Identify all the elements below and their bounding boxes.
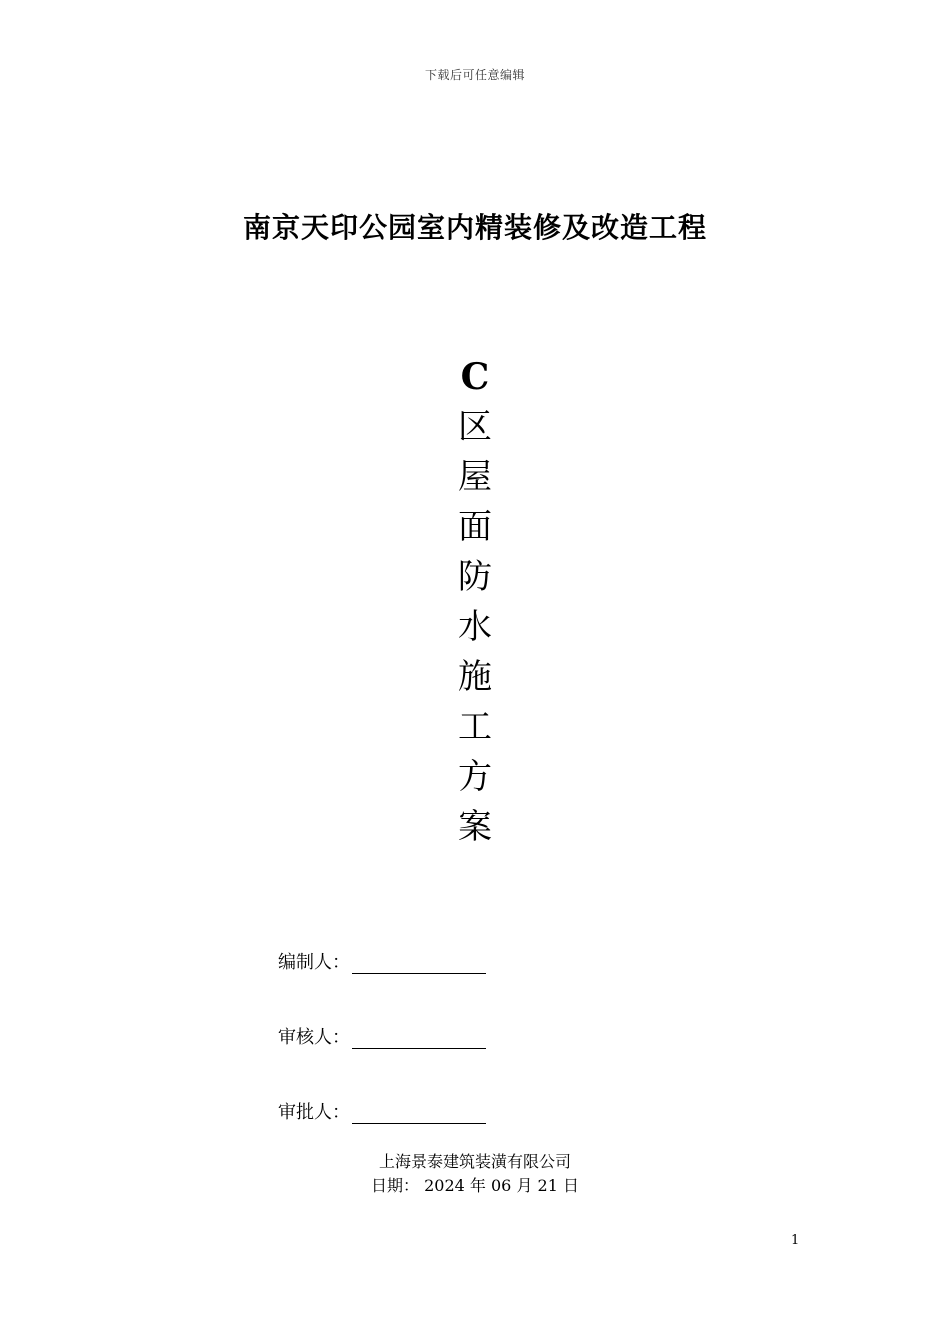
plan-title-char: C (460, 356, 490, 398)
project-title: 南京天印公园室内精装修及改造工程 (242, 211, 707, 244)
plan-title-char: 工 (458, 707, 492, 747)
approver-signature-line (352, 1103, 486, 1124)
approver-signature (278, 1098, 538, 1124)
compiler-label: 编制人： (278, 952, 350, 973)
compiler-signature-line (352, 953, 486, 974)
page-number: 1 (791, 1233, 800, 1248)
plan-title-char: 方 (458, 757, 492, 797)
compiler-signature (278, 948, 538, 974)
plan-title-char: 防 (458, 557, 492, 597)
company-name: 上海景泰建筑装潢有限公司 (378, 1152, 571, 1171)
plan-title-char: 施 (458, 657, 492, 697)
reviewer-signature-line (352, 1028, 486, 1049)
plan-title-char: 案 (458, 807, 492, 847)
date-value: 2024 年 06 月 21 日 (424, 1176, 579, 1195)
date-line (0, 1173, 950, 1196)
plan-title-vertical (425, 352, 525, 852)
plan-title-char: 面 (458, 507, 492, 547)
plan-title-char: 区 (458, 407, 492, 447)
plan-title-char: 水 (458, 607, 492, 647)
approver-label: 审批人： (278, 1102, 350, 1123)
header-note: 下载后可任意编辑 (424, 68, 525, 82)
date-label: 日期： (371, 1176, 420, 1195)
reviewer-label: 审核人： (278, 1027, 350, 1048)
reviewer-signature (278, 1023, 538, 1049)
plan-title-char: 屋 (458, 457, 492, 497)
